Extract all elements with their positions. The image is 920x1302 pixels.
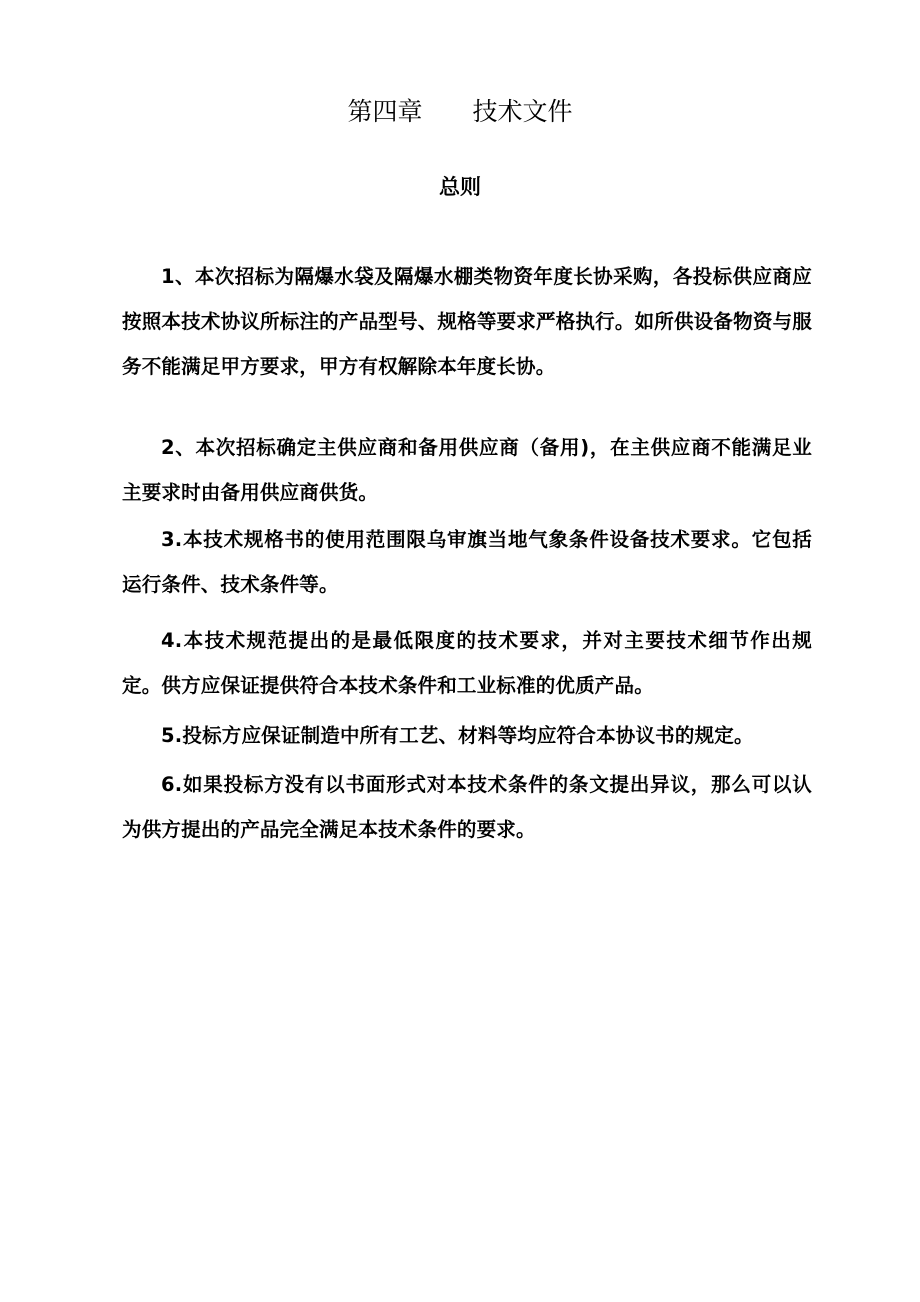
section-title: 总则 bbox=[439, 175, 481, 199]
paragraph-6: 6.如果投标方没有以书面形式对本技术条件的条文提出异议，那么可以认为供方提出的产品完全满足本技术条件的要求。 bbox=[122, 772, 812, 841]
paragraph-5: 5.投标方应保证制造中所有工艺、材料等均应符合本协议书的规定。 bbox=[161, 723, 754, 747]
paragraph-1: 1、本次招标为隔爆水袋及隔爆水棚类物资年度长协采购，各投标供应商应按照本技术协议所标注的产品型号、规格等要求严格执行。如所供设备物资与服务不能满足甲方要求，甲方有权解除本年度长协。 bbox=[122, 264, 812, 378]
paragraph-2: 2、本次招标确定主供应商和备用供应商（备用)，在主供应商不能满足业主要求时由备用供应商供货。 bbox=[122, 435, 812, 504]
paragraph-3: 3.本技术规格书的使用范围限乌审旗当地气象条件设备技术要求。它包括运行条件、技术条件等。 bbox=[122, 527, 812, 596]
chapter-title: 第四章 技术文件 bbox=[347, 97, 573, 126]
paragraph-4: 4.本技术规范提出的是最低限度的技术要求，并对主要技术细节作出规定。供方应保证提供符合本技术条件和工业标准的优质产品。 bbox=[122, 628, 812, 697]
